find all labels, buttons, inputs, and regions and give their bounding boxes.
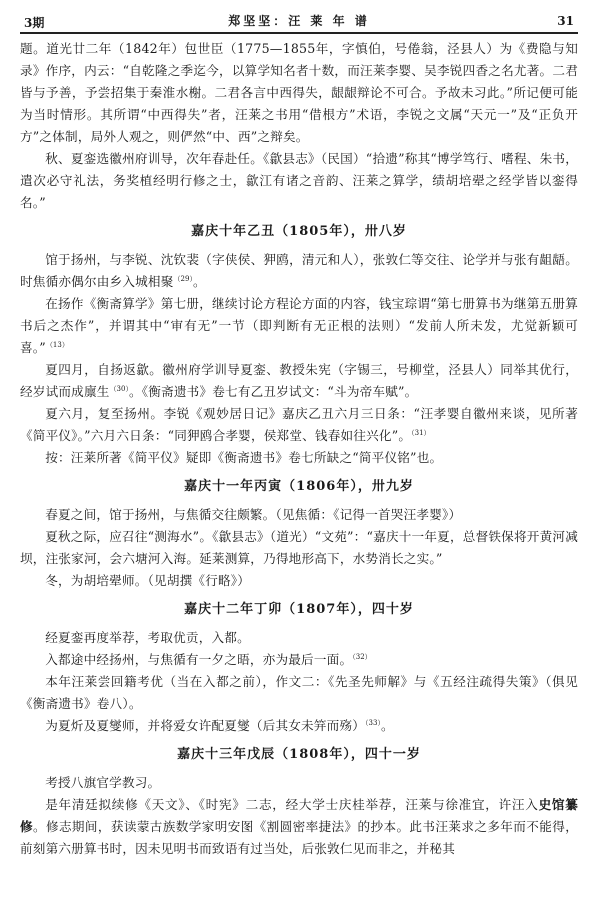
paragraph (20, 249, 578, 293)
paragraph-text: 本年汪莱尝回籍考优（当在入都之前），作文二：《先圣先师解》与《五经注疏得失策》（俱见《衡斋遗书》卷八）。 (20, 674, 578, 711)
paragraph (20, 715, 578, 737)
paragraph-text: 冬，为胡培翚师。（见胡撰《行略》） (45, 573, 251, 588)
paragraph-text: 按：汪莱所著《简平仪》疑即《衡斋遗书》卷七所缺之“简平仪铭”也。 (45, 450, 443, 465)
paragraph-text: 。修志期间，获读蒙古族数学家明安图《割圆密率捷法》的抄本。此书汪莱求之多年而不能得，前刻第六册算书时，因未见明书而致语有过当处，后张敦仁见而非之，并秘其 (20, 819, 578, 856)
paragraph-text: 为夏炘及夏燮师，并将爱女许配夏燮（后其女未笄而殇） (45, 718, 366, 733)
article-body (20, 34, 578, 860)
issue-number: 3期 (24, 16, 45, 30)
paragraph (20, 671, 578, 715)
paragraph-text: 。《衡斋遗书》卷七有乙丑岁试文：“斗为帝车赋”。 (128, 384, 418, 399)
paragraph (20, 627, 578, 649)
page-number: 31 (557, 14, 574, 28)
bold-text: 史馆纂修 (20, 797, 579, 834)
footnote-ref: （29） (173, 274, 193, 283)
paragraph (20, 447, 578, 469)
paragraph-text: 。 (192, 274, 206, 289)
section-heading: 嘉庆十年乙丑（1805年），卅八岁 (191, 224, 407, 239)
running-header (20, 0, 578, 34)
paragraph (20, 570, 578, 592)
paragraph-text: 夏六月，复至扬州。李锐《观妙居日记》嘉庆乙丑六月三日条：“汪孝婴自徽州来谈，见所著《简平仪》。”六月六日条：“同狎鸥合孝婴，侯郑堂、钱春如往兴化”。 (20, 406, 578, 443)
paragraph-text: 秋、夏銮选徽州府训导，次年春赴任。《歙县志》（民国）“拾遗”称其“博学笃行、嗜程、朱书，遣次必守礼法，务奖植经明行修之士，歙江有诸之音韵、汪莱之算学，绩胡培翚之经学皆以銮得名。” (20, 151, 578, 210)
paragraph-text: 。 (380, 718, 394, 733)
paragraph-text: 馆于扬州，与李锐、沈钦裴（字侠侯、狎鸥，清元和人），张敦仁等交往、论学并与张有龃龉。时焦循亦偶尔由乡入城相聚 (20, 252, 578, 289)
paragraph-text: 入都途中经扬州，与焦循有一夕之晤，亦为最后一面。 (45, 652, 353, 667)
footnote-ref: （32） (352, 652, 372, 661)
paragraph (20, 359, 578, 403)
paragraph-text: 考授八旗官学教习。 (45, 775, 161, 790)
paragraph (20, 504, 578, 526)
paragraph (20, 772, 578, 794)
paragraph (20, 649, 578, 671)
paragraph-text: 是年清廷拟续修《天文》、《时宪》二志，经大学士庆桂举荐，汪莱与徐准宜，许汪入 (45, 797, 539, 812)
paragraph (20, 526, 578, 570)
section-heading: 嘉庆十二年丁卯（1807年），四十岁 (184, 602, 414, 617)
section-heading: 嘉庆十一年丙寅（1806年），卅九岁 (184, 479, 414, 494)
paragraph-text: 在扬作《衡斋算学》第七册，继续讨论方程论方面的内容，钱宝琮谓“第七册算书为继第五册算书后之杰作”，并谓其中“审有无”一节（即判断有无正根的法则）“发前人所未发，尤觉新颖可喜。” (20, 296, 578, 355)
footnote-ref: （13） (45, 340, 69, 349)
section-heading: 嘉庆十三年戊辰（1808年），四十一岁 (177, 747, 421, 762)
footnote-ref: （31） (411, 428, 431, 437)
paragraph-text: 春夏之间，馆于扬州，与焦循交往颇繁。（见焦循：《记得一首哭汪孝婴》） (45, 507, 462, 522)
footnote-ref: （33） (365, 718, 381, 727)
paragraph (20, 293, 578, 359)
paragraph-text: 经夏銮再度举荐，考取优贡，入都。 (45, 630, 250, 645)
footnote-ref: （30） (109, 384, 129, 393)
paragraph (20, 148, 578, 214)
paragraph-text: 题。道光廿二年（1842年）包世臣（1775—1855年，字慎伯，号倦翁，泾县人）为《费隐与知录》作序，内云：“自乾隆之季迄今，以算学知名者十数，而汪莱李婴、吴李锐四香之名尤著。二君皆与予善，予尝招集于秦淮水榭。二君各言中西得失，龈龈辩论不可合。予故未习此。”所记便可能为当时情形。其所谓“中西得失”者，汪莱之书用“借根方”术语，李锐之文属“天元一”及“正负开方”之体制，局外人观之，则俨然“中、西”之辩矣。 (20, 41, 578, 144)
paragraph (20, 794, 578, 860)
paragraph-text: 夏秋之际，应召往“测海水”。《歙县志》（道光）“文苑”：“嘉庆十一年夏，总督铁保将开黄河减坝，注张家河，会六塘河入海。延莱测算，乃得地形高下，水势消长之实。” (20, 529, 578, 566)
running-title: 郑坚坚：汪 莱 年 谱 (228, 14, 370, 28)
paragraph (20, 403, 578, 447)
paragraph-text: 夏四月，自扬返歙。徽州府学训导夏銮、教授朱宪（字锡三，号柳堂，泾县人）同举其优行，经岁试而成廪生 (20, 362, 578, 399)
paragraph (20, 38, 578, 148)
